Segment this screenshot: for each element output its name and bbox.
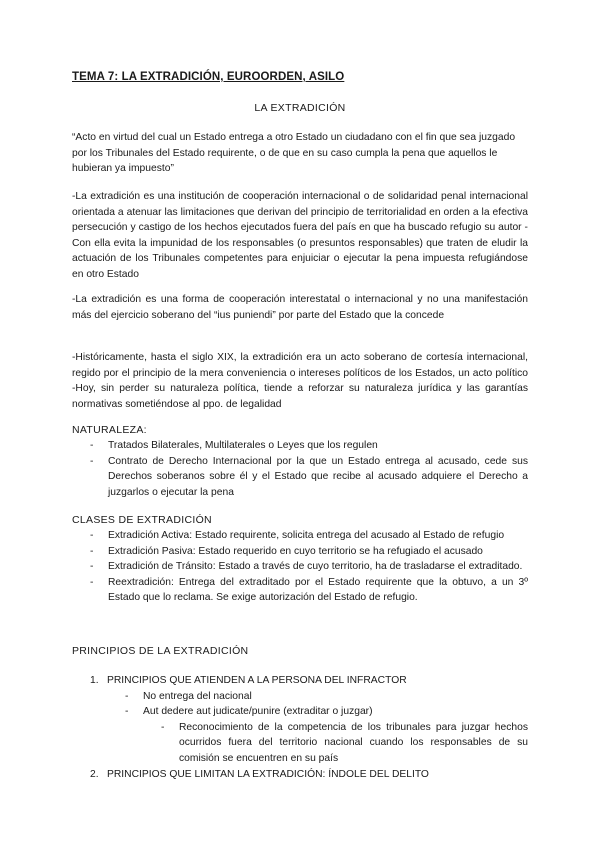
list-item: - Extradición de Tránsito: Estado a través de cuyo territorio, ha de trasladarse el extraditado. — [90, 561, 523, 573]
naturaleza-list — [72, 438, 528, 500]
principios-heading: PRINCIPIOS DE LA EXTRADICIÓN — [72, 645, 249, 657]
clases-heading: CLASES DE EXTRADICIÓN — [72, 514, 212, 526]
paragraph-history: -Históricamente, hasta el siglo XIX, la extradición era un acto soberano de cortesía internacional, regido por el principio de la mera conveniencia o intereses políticos de los Estados, un acto político -Hoy, sin perder su naturaleza política, tiende a reforzar su naturaleza jurídica y las garantías normativas sometiéndose al ppo. de legalidad — [72, 352, 528, 410]
section-subtitle: LA EXTRADICIÓN — [254, 102, 346, 114]
paragraph-cooperation: -La extradición es una institución de cooperación internacional o de solidaridad penal internacional orientada a atenuar las limitaciones que derivan del principio de territorialidad en orden a la efectiva persecución y castigo de los hechos ejecutados fuera del país en que ha buscado refugio su autor -Con ella evita la impunidad de los responsables (o presuntos responsables) que traten de eludir la actuación de los Tribunales competentes para enjuiciar o ejecutar la pena impuesta refugiándose en otro Estado — [72, 191, 528, 280]
principios-list — [72, 673, 528, 782]
list-item: - Extradición Activa: Estado requirente, solicita entrega del acusado al Estado de refugio — [90, 530, 505, 541]
naturaleza-heading: NATURALEZA: — [72, 424, 147, 436]
list-item: - Reconocimiento de la competencia de los tribunales para juzgar hechos ocurridos fuera del territorio nacional cuando los responsables de su comisión se encuentren en su país — [161, 721, 528, 764]
list-item: - No entrega del nacional — [125, 690, 252, 702]
sub-list — [125, 689, 528, 767]
list-item: - Extradición Pasiva: Estado requerido en cuyo territorio se ha refugiado el acusado — [90, 545, 483, 557]
document-title: TEMA 7: LA EXTRADICIÓN, EUROORDEN, ASILO — [72, 71, 345, 83]
sub-sub-list — [143, 720, 528, 767]
clases-list — [72, 528, 528, 606]
list-item: - Aut dedere aut judicate/punire (extraditar o juzgar) - Reconocimiento de la competencia de los tribunales para juzgar hechos ocurridos fuera del territorio nacional cuando los responsables de su comisión se encuentren en su país — [125, 704, 528, 766]
list-item: 2. PRINCIPIOS QUE LIMITAN LA EXTRADICIÓN: ÍNDOLE DEL DELITO — [90, 768, 429, 780]
paragraph-interstate: -La extradición es una forma de cooperación interestatal o internacional y no una manifestación más del ejercicio soberano del “ius puniendi” por parte del Estado que la concede — [72, 294, 528, 321]
list-item: - Contrato de Derecho Internacional por la que un Estado entrega al acusado, cede sus Derechos soberanos sobre él y el Estado que recibe al acusado adquiere el Derecho a juzgarlos o ejecutar la pena — [90, 455, 528, 498]
list-item: 1. PRINCIPIOS QUE ATIENDEN A LA PERSONA DEL INFRACTOR - No entrega del nacional - Aut dedere aut judicate/punire (extraditar o juzgar) - Reconocimiento de la competencia de los tribunales para juzgar hechos ocurridos fuera del territorio nacional cuando los responsables de su comisión se encuentren en su país — [72, 673, 528, 767]
list-item: - Reextradición: Entrega del extraditado por el Estado requirente que la obtuvo, a un 3º Estado que lo reclama. Se exige autorización del Estado de refugio. — [90, 576, 528, 604]
definition-quote: “Acto en virtud del cual un Estado entrega a otro Estado un ciudadano con el fin que sea juzgado por los Tribunales del Estado requirente, o de que en su caso cumpla la pena que aquellos le hubieran ya impuesto” — [72, 132, 516, 175]
list-item: - Tratados Bilaterales, Multilaterales o Leyes que los regulen — [90, 440, 378, 451]
